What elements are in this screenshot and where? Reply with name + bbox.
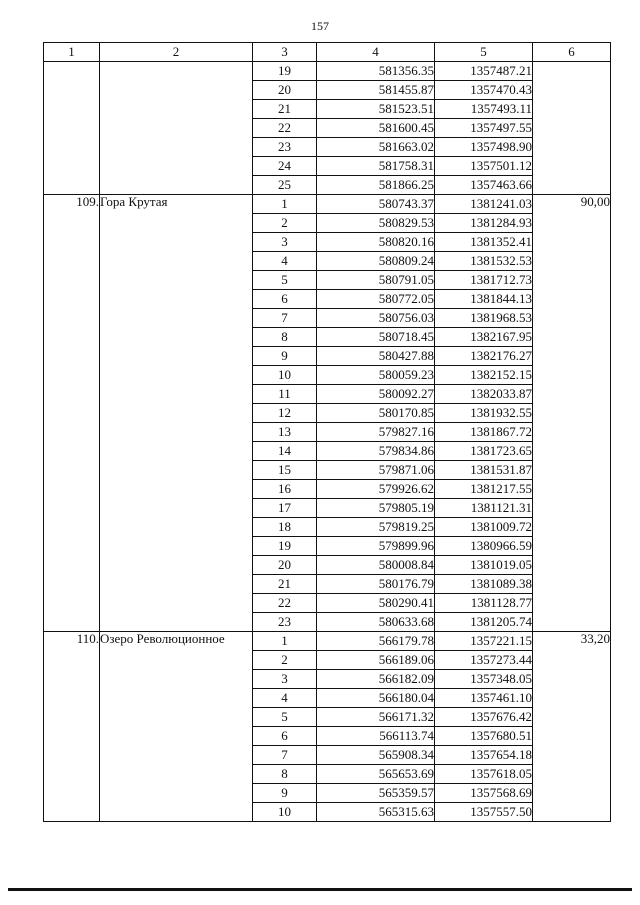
coordinate-y: 1381867.72 [435,423,533,442]
column-header: 6 [533,43,611,62]
coordinate-x: 565653.69 [317,765,435,784]
coordinate-x: 579805.19 [317,499,435,518]
point-number: 24 [253,157,317,176]
coordinate-y: 1381712.73 [435,271,533,290]
coordinate-y: 1357676.42 [435,708,533,727]
coordinate-x: 580772.05 [317,290,435,309]
point-number: 22 [253,594,317,613]
coordinate-y: 1381932.55 [435,404,533,423]
coordinate-x: 581523.51 [317,100,435,119]
point-number: 9 [253,784,317,803]
point-number: 3 [253,233,317,252]
coordinate-x: 580820.16 [317,233,435,252]
coordinate-y: 1357487.21 [435,62,533,81]
point-number: 21 [253,575,317,594]
coordinate-x: 580176.79 [317,575,435,594]
point-number: 2 [253,214,317,233]
point-number: 20 [253,81,317,100]
coordinate-x: 579834.86 [317,442,435,461]
coordinate-x: 566182.09 [317,670,435,689]
point-number: 23 [253,138,317,157]
point-number: 16 [253,480,317,499]
coordinate-y: 1381205.74 [435,613,533,632]
coordinate-y: 1357654.18 [435,746,533,765]
point-number: 5 [253,708,317,727]
coordinate-x: 566189.06 [317,651,435,670]
coordinate-y: 1382176.27 [435,347,533,366]
point-number: 4 [253,689,317,708]
coordinate-x: 580718.45 [317,328,435,347]
coordinate-x: 565315.63 [317,803,435,822]
point-number: 1 [253,632,317,651]
point-number: 23 [253,613,317,632]
coordinate-y: 1381968.53 [435,309,533,328]
coordinate-x: 565359.57 [317,784,435,803]
coordinate-x: 581866.25 [317,176,435,195]
coordinate-x: 566179.78 [317,632,435,651]
coordinate-y: 1381009.72 [435,518,533,537]
coordinate-y: 1357470.43 [435,81,533,100]
point-number: 22 [253,119,317,138]
point-number: 1 [253,195,317,214]
coordinate-y: 1381531.87 [435,461,533,480]
coordinate-y: 1357557.50 [435,803,533,822]
coordinate-x: 581663.02 [317,138,435,157]
point-number: 2 [253,651,317,670]
object-number: 109. [44,195,100,632]
coordinate-y: 1357618.05 [435,765,533,784]
coordinate-x: 566180.04 [317,689,435,708]
coordinate-y: 1381532.53 [435,252,533,271]
table-row [44,62,611,81]
point-number: 20 [253,556,317,575]
point-number: 11 [253,385,317,404]
coordinate-y: 1381121.31 [435,499,533,518]
point-number: 13 [253,423,317,442]
table-body [44,62,611,822]
table-header-row [44,43,611,62]
page-number: 157 [311,19,329,33]
coordinate-y: 1357680.51 [435,727,533,746]
point-number: 15 [253,461,317,480]
point-number: 25 [253,176,317,195]
footer-divider [8,888,632,891]
coordinate-x: 580059.23 [317,366,435,385]
coordinate-y: 1380966.59 [435,537,533,556]
coordinate-x: 580290.41 [317,594,435,613]
coordinate-y: 1357498.90 [435,138,533,157]
object-area [533,62,611,195]
coordinate-y: 1357497.55 [435,119,533,138]
coordinate-x: 580756.03 [317,309,435,328]
point-number: 6 [253,290,317,309]
point-number: 5 [253,271,317,290]
point-number: 10 [253,803,317,822]
coordinate-x: 579871.06 [317,461,435,480]
coordinate-x: 580008.84 [317,556,435,575]
coordinate-y: 1381217.55 [435,480,533,499]
coordinate-x: 580427.88 [317,347,435,366]
coordinate-y: 1357221.15 [435,632,533,651]
point-number: 3 [253,670,317,689]
object-name: Озеро Революционное [100,632,253,822]
coordinate-y: 1382167.95 [435,328,533,347]
coordinate-x: 579899.96 [317,537,435,556]
point-number: 19 [253,62,317,81]
coordinate-x: 579819.25 [317,518,435,537]
object-name: Гора Крутая [100,195,253,632]
coordinate-y: 1357501.12 [435,157,533,176]
coordinate-y: 1381089.38 [435,575,533,594]
coordinate-x: 579926.62 [317,480,435,499]
coordinate-y: 1381352.41 [435,233,533,252]
point-number: 17 [253,499,317,518]
coordinate-y: 1381241.03 [435,195,533,214]
object-number: 110. [44,632,100,822]
point-number: 9 [253,347,317,366]
coordinate-x: 581758.31 [317,157,435,176]
object-number [44,62,100,195]
point-number: 21 [253,100,317,119]
coordinate-y: 1357463.66 [435,176,533,195]
coordinate-y: 1357493.11 [435,100,533,119]
coordinate-y: 1381723.65 [435,442,533,461]
point-number: 10 [253,366,317,385]
point-number: 7 [253,309,317,328]
coordinate-x: 566171.32 [317,708,435,727]
coordinate-x: 565908.34 [317,746,435,765]
coordinate-y: 1381019.05 [435,556,533,575]
coordinate-x: 580809.24 [317,252,435,271]
point-number: 4 [253,252,317,271]
point-number: 7 [253,746,317,765]
coordinates-table [43,42,611,822]
point-number: 18 [253,518,317,537]
point-number: 8 [253,765,317,784]
column-header: 4 [317,43,435,62]
coordinate-y: 1382152.15 [435,366,533,385]
column-header: 1 [44,43,100,62]
coordinate-x: 579827.16 [317,423,435,442]
column-header: 5 [435,43,533,62]
coordinate-x: 580743.37 [317,195,435,214]
coordinate-y: 1381284.93 [435,214,533,233]
coordinate-y: 1382033.87 [435,385,533,404]
point-number: 6 [253,727,317,746]
coordinate-x: 580791.05 [317,271,435,290]
coordinate-x: 581455.87 [317,81,435,100]
coordinate-y: 1381128.77 [435,594,533,613]
coordinate-y: 1357461.10 [435,689,533,708]
coordinate-y: 1357348.05 [435,670,533,689]
column-header: 2 [100,43,253,62]
coordinate-x: 581600.45 [317,119,435,138]
point-number: 19 [253,537,317,556]
coordinate-x: 580092.27 [317,385,435,404]
coordinate-y: 1357568.69 [435,784,533,803]
point-number: 8 [253,328,317,347]
point-number: 12 [253,404,317,423]
coordinate-y: 1381844.13 [435,290,533,309]
object-name [100,62,253,195]
object-area: 90,00 [533,195,611,632]
coordinate-x: 580633.68 [317,613,435,632]
coordinate-x: 580829.53 [317,214,435,233]
coordinate-x: 580170.85 [317,404,435,423]
table-row [44,632,611,651]
point-number: 14 [253,442,317,461]
object-area: 33,20 [533,632,611,822]
coordinate-y: 1357273.44 [435,651,533,670]
column-header: 3 [253,43,317,62]
table-row [44,195,611,214]
coordinate-x: 566113.74 [317,727,435,746]
coordinate-x: 581356.35 [317,62,435,81]
